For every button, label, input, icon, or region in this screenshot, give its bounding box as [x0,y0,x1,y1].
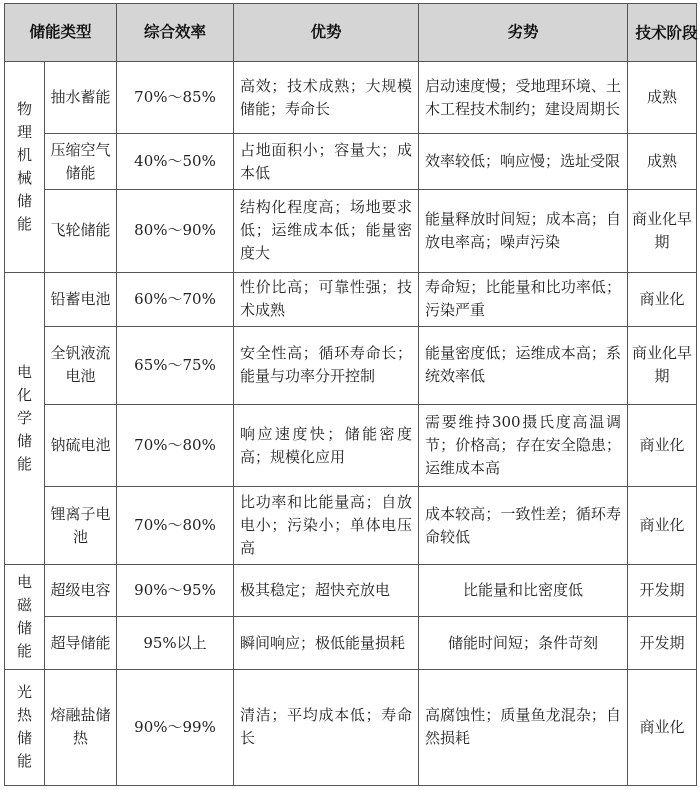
header-disadvantages: 劣势 [419,4,628,62]
advantage-cell: 结构化程度高；场地要求低；运维成本低；能量密度大 [234,190,419,272]
header-row [5,4,697,62]
type-cell: 抽水蓄能 [45,62,117,134]
advantage-cell: 瞬间响应；极低能量损耗 [234,617,419,669]
disadvantage-cell: 比能量和比密度低 [419,565,628,617]
advantage-cell: 极其稳定；超快充放电 [234,565,419,617]
type-cell: 锂离子电池 [45,487,117,565]
disadvantage-cell: 能量释放时间短；成本高；自放电率高；噪声污染 [419,190,628,272]
category-cell: 光热储能 [5,669,45,785]
type-cell: 熔融盐储热 [45,669,117,785]
stage-cell: 开发期 [628,617,697,669]
table-row [5,404,697,486]
table-row [5,617,697,669]
type-cell: 铅蓄电池 [45,272,117,326]
efficiency-cell: 80%～90% [117,190,234,272]
table-row [5,326,697,404]
efficiency-cell: 90%～95% [117,565,234,617]
header-advantages: 优势 [234,4,419,62]
disadvantage-cell: 寿命短；比能量和比功率低；污染严重 [419,272,628,326]
table-row [5,272,697,326]
category-cell: 电化学储能 [5,272,45,565]
advantage-cell: 高效；技术成熟；大规模储能；寿命长 [234,62,419,134]
efficiency-cell: 70%～80% [117,487,234,565]
advantage-cell: 比功率和比能量高；自放电小；污染小；单体电压高 [234,487,419,565]
efficiency-cell: 65%～75% [117,326,234,404]
table-row [5,62,697,134]
stage-cell: 商业化 [628,272,697,326]
disadvantage-cell: 效率较低；响应慢；选址受限 [419,134,628,190]
stage-cell: 商业化 [628,669,697,785]
type-cell: 超导储能 [45,617,117,669]
disadvantage-cell: 启动速度慢；受地理环境、土木工程技术制约；建设周期长 [419,62,628,134]
table-row [5,190,697,272]
efficiency-cell: 60%～70% [117,272,234,326]
stage-cell: 开发期 [628,565,697,617]
disadvantage-cell: 储能时间短；条件苛刻 [419,617,628,669]
efficiency-cell: 70%～80% [117,404,234,486]
header-stage: 技术阶段 [628,4,697,62]
type-cell: 全钒液流电池 [45,326,117,404]
disadvantage-cell: 高腐蚀性；质量鱼龙混杂；自然损耗 [419,669,628,785]
type-cell: 压缩空气储能 [45,134,117,190]
disadvantage-cell: 能量密度低；运维成本高；系统效率低 [419,326,628,404]
table-row [5,134,697,190]
stage-cell: 成熟 [628,134,697,190]
advantage-cell: 性价比高；可靠性强；技术成熟 [234,272,419,326]
header-type: 储能类型 [5,4,117,62]
efficiency-cell: 70%～85% [117,62,234,134]
efficiency-cell: 90%～99% [117,669,234,785]
stage-cell: 商业化早期 [628,326,697,404]
disadvantage-cell: 成本较高；一致性差；循环寿命较低 [419,487,628,565]
category-cell: 电磁储能 [5,565,45,669]
advantage-cell: 占地面积小；容量大；成本低 [234,134,419,190]
type-cell: 超级电容 [45,565,117,617]
advantage-cell: 清洁；平均成本低；寿命长 [234,669,419,785]
stage-cell: 成熟 [628,62,697,134]
header-efficiency: 综合效率 [117,4,234,62]
storage-comparison-table [4,3,697,786]
type-cell: 飞轮储能 [45,190,117,272]
stage-cell: 商业化早期 [628,190,697,272]
efficiency-cell: 40%～50% [117,134,234,190]
advantage-cell: 响应速度快；储能密度高；规模化应用 [234,404,419,486]
efficiency-cell: 95%以上 [117,617,234,669]
table-row [5,669,697,785]
table-row [5,487,697,565]
stage-cell: 商业化 [628,487,697,565]
type-cell: 钠硫电池 [45,404,117,486]
stage-cell: 商业化 [628,404,697,486]
disadvantage-cell: 需要维持300摄氏度高温调节；价格高；存在安全隐患；运维成本高 [419,404,628,486]
table-row [5,565,697,617]
advantage-cell: 安全性高；循环寿命长；能量与功率分开控制 [234,326,419,404]
category-cell: 物理机械储能 [5,62,45,273]
